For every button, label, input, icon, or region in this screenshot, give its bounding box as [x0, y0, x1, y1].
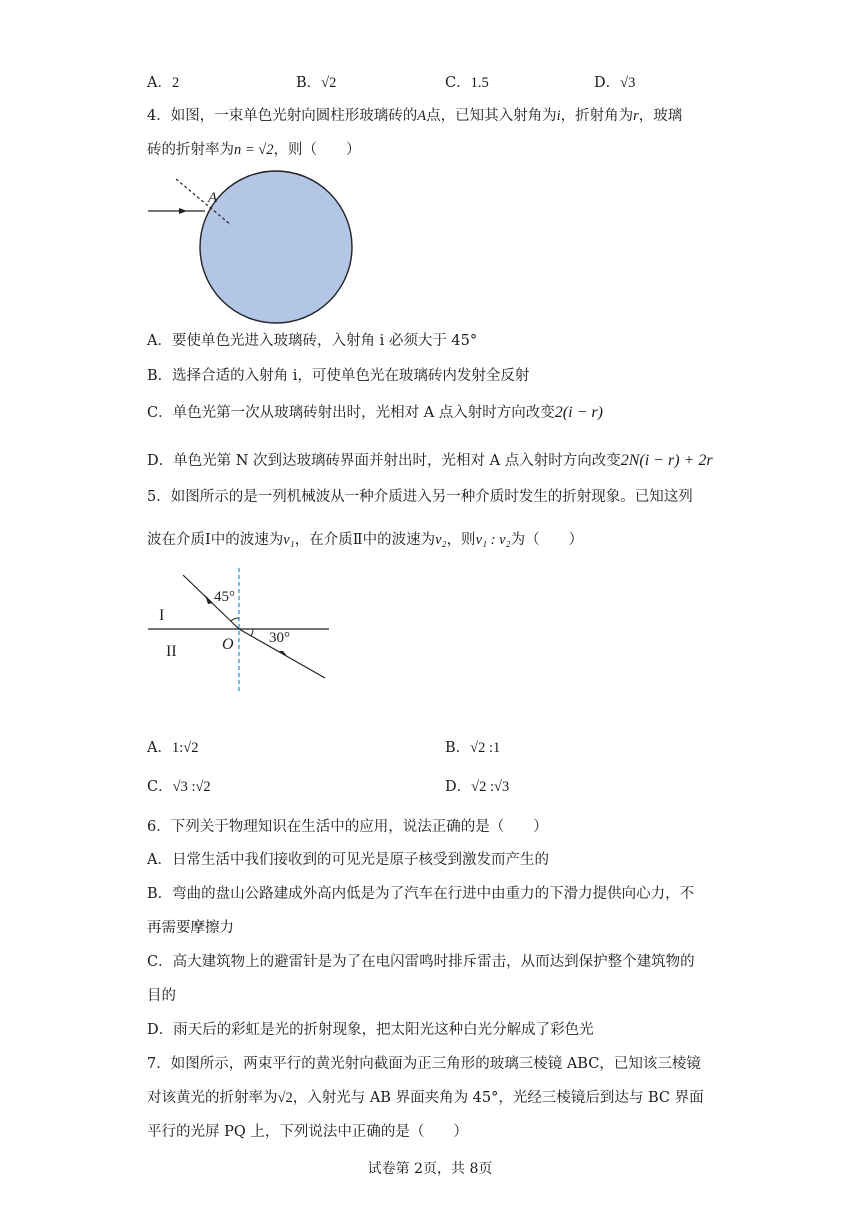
option-label: B． — [296, 75, 322, 91]
math-v2: v₂ — [435, 532, 447, 548]
arrow-icon — [205, 595, 213, 604]
math-v1: v₁ — [283, 532, 295, 548]
option-value: √2 :√3 — [471, 779, 510, 795]
q5-option-b — [445, 738, 500, 758]
q6-option-a: A．日常生活中我们接收到的可见光是原子核受到激发而产生的 — [147, 852, 549, 868]
option-value: √3 — [620, 75, 636, 91]
q6-option-c-line1: C．高大建筑物上的避雷针是为了在电闪雷鸣时排斥雷击，从而达到保护整个建筑物的 — [147, 954, 695, 970]
point-a-label: A — [208, 190, 218, 206]
q5-option-a — [147, 738, 198, 758]
math-ratio: v₁ : v₂ — [475, 532, 511, 548]
q4-option-c — [147, 403, 603, 423]
text: 4．如图，一束单色光射向圆柱形玻璃砖的 — [147, 108, 418, 124]
option-value: √2 — [321, 75, 337, 91]
option-label: C． — [147, 779, 173, 795]
q5-option-c — [147, 777, 211, 797]
option-value: 1.5 — [470, 75, 489, 91]
text: 波在介质Ⅰ中的波速为 — [147, 532, 284, 548]
glass-cylinder — [200, 171, 352, 323]
q5-option-d — [445, 777, 509, 797]
q3-option-a — [147, 73, 179, 93]
q5-figure — [145, 568, 345, 698]
option-label: A． — [147, 75, 172, 91]
option-label: B． — [445, 740, 471, 756]
formula: 2N(i − r) + 2r — [620, 452, 713, 469]
page-footer: 试卷第 2页，共 8页 — [367, 1161, 493, 1177]
text: D．单色光第 N 次到达玻璃砖界面并射出时，光相对 A 点入射时方向改变 — [147, 453, 621, 469]
q5-stem-line2 — [147, 530, 583, 550]
angle-45-label: 45° — [214, 589, 235, 605]
text: ，折射角为 — [560, 108, 634, 124]
q7-stem-line1: 7．如图所示，两束平行的黄光射向截面为正三角形的玻璃三棱镜 ABC，已知该三棱镜 — [147, 1056, 701, 1072]
math-r: r — [633, 108, 639, 124]
q6-option-d: D．雨天后的彩虹是光的折射现象，把太阳光这种白光分解成了彩色光 — [147, 1022, 594, 1038]
medium-2-label: II — [166, 643, 177, 660]
q4-option-d — [147, 451, 713, 471]
text: 砖的折射率为 — [147, 142, 234, 158]
q3-option-b — [296, 73, 336, 93]
math-i: i — [556, 108, 561, 124]
math-a: A — [417, 108, 427, 124]
q4-stem-line1 — [147, 106, 682, 126]
q7-stem-line3: 平行的光屏 PQ 上，下列说法中正确的是（ ） — [147, 1124, 468, 1140]
text: ，在介质Ⅱ中的波速为 — [294, 532, 436, 548]
text: 为（ ） — [510, 532, 584, 548]
formula-n: n = √2 — [234, 142, 274, 158]
text: 对该黄光的折射率为 — [147, 1090, 278, 1106]
q4-stem-line2 — [147, 140, 361, 160]
option-label: D． — [594, 75, 621, 91]
q4-option-a: A．要使单色光进入玻璃砖，入射角 i 必须大于 45° — [147, 333, 478, 349]
q6-option-b-line2: 再需要摩擦力 — [147, 920, 234, 936]
q7-stem-line2 — [147, 1088, 704, 1108]
q6-option-b-line1: B．弯曲的盘山公路建成外高内低是为了汽车在行进中由重力的下滑力提供向心力，不 — [147, 886, 695, 902]
option-label: A． — [147, 740, 172, 756]
angle-30-label: 30° — [269, 630, 290, 646]
option-value: 1:√2 — [171, 740, 199, 756]
arrow-icon — [179, 208, 187, 214]
q4-option-b: B．选择合适的入射角 i，可使单色光在玻璃砖内发射全反射 — [147, 368, 530, 384]
q5-stem-line1: 5．如图所示的是一列机械波从一种介质进入另一种介质时发生的折射现象。已知这列 — [147, 489, 693, 505]
option-value: 2 — [171, 75, 180, 91]
text: C．单色光第一次从玻璃砖射出时，光相对 A 点入射时方向改变 — [147, 405, 555, 421]
origin-label: O — [222, 636, 234, 653]
option-value: √3 :√2 — [172, 779, 211, 795]
math-sqrt2: √2 — [277, 1090, 293, 1106]
q4-figure — [143, 172, 343, 317]
angle-arc — [231, 618, 239, 621]
text: ，玻璃 — [638, 108, 683, 124]
formula: 2(i − r) — [554, 404, 603, 421]
medium-1-label: I — [159, 607, 165, 624]
text: ，则 — [446, 532, 476, 548]
option-label: C． — [445, 75, 471, 91]
q3-option-d — [594, 73, 635, 93]
angle-arc — [251, 629, 253, 636]
option-label: D． — [445, 779, 472, 795]
q3-option-c — [445, 73, 489, 93]
text: 点，已知其入射角为 — [426, 108, 557, 124]
text: ，则（ ） — [273, 142, 361, 158]
q6-option-c-line2: 目的 — [147, 988, 176, 1004]
text: ，入射光与 AB 界面夹角为 45°，光经三棱镜后到达与 BC 界面 — [292, 1090, 704, 1106]
q6-stem: 6．下列关于物理知识在生活中的应用，说法正确的是（ ） — [147, 819, 548, 835]
option-value: √2 :1 — [470, 740, 501, 756]
